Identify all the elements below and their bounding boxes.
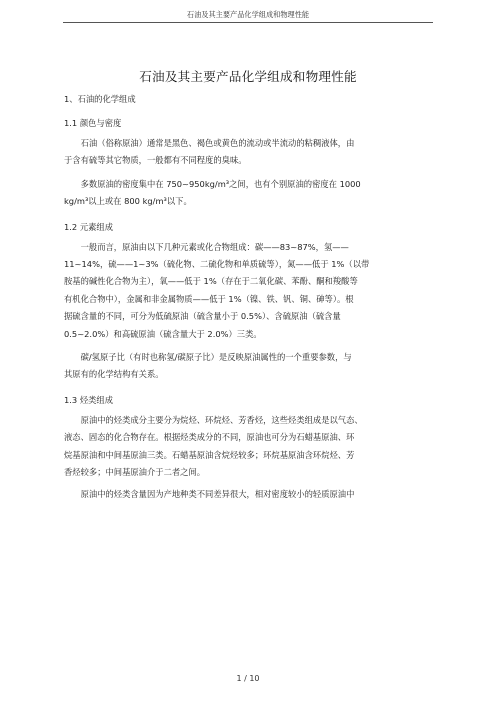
text-line: 于含有硫等其它物质，一般都有不同程度的臭味。 (64, 155, 247, 166)
text-line: 胺基的碱性化合物为主），氧——低于 1%（存在于二氧化碳、苯酚、酮和羧酸等 (64, 276, 358, 287)
running-header: 石油及其主要产品化学组成和物理性能 (186, 10, 310, 19)
text-line: 石油（俗称原油）通常是黑色、褐色或黄色的流动或半流动的粘稠液体，由 (80, 138, 355, 148)
heading-1-3: 1.3 烃类组成 (64, 394, 114, 405)
document-title: 石油及其主要产品化学组成和物理性能 (139, 69, 357, 84)
text-line: 香烃较多；中间基原油介于二者之间。 (64, 467, 206, 478)
text-line: 碳/氢原子比（有时也称氢/碳原子比）是反映原油属性的一个重要参数，与 (80, 352, 352, 363)
page-number: 1 / 10 (236, 674, 260, 683)
paragraph (64, 239, 434, 343)
heading-1-2: 1.2 元素组成 (64, 221, 114, 232)
header-divider (63, 22, 433, 23)
text-line: 多数原油的密度集中在 750~950kg/m³之间，也有个别原油的密度在 1000 (80, 178, 361, 189)
text-line: 原油中的烃类成分主要分为烷烃、环烷烃、芳香烃，这些烃类组成是以气态、 (80, 414, 363, 425)
paragraph (64, 135, 434, 170)
text-line: 液态、固态的化合物存在。根据烃类成分的不同，原油也可分为石蜡基原油、环 (64, 432, 355, 443)
text-line: 11~14%，硫——1~3%（硫化物、二硫化物和单质硫等），氮——低于 1%（以带 (64, 259, 370, 270)
document-body (64, 92, 434, 503)
text-line: 据硫含量的不同，可分为低硫原油（硫含量小于 0.5%）、含硫原油（硫含量 (64, 311, 341, 322)
text-line: 烷基原油和中间基原油三类。石蜡基原油含烷烃较多；环烷基原油含环烷烃、芳 (64, 449, 355, 460)
text-line: 有机化合物中），金属和非金属物质——低于 1%（镍、铁、钒、铜、砷等）。根 (64, 293, 354, 304)
text-line: 原油中的烃类含量因为产地种类不同差异很大，相对密度较小的轻质原油中 (80, 488, 355, 499)
paragraph (64, 349, 434, 384)
text-line: 0.5~2.0%）和高硫原油（硫含量大于 2.0%）三类。 (64, 328, 262, 339)
heading-1-1: 1.1 颜色与密度 (64, 118, 122, 128)
text-line: kg/m³以上或在 800 kg/m³以下。 (64, 196, 192, 207)
paragraph (64, 176, 434, 211)
text-line: 一般而言，原油由以下几种元素或化合物组成：碳——83~87%，氢—— (80, 241, 349, 252)
text-line: 其原有的化学结构有关系。 (64, 369, 164, 380)
heading-1: 1、石油的化学组成 (64, 94, 136, 104)
paragraph (64, 412, 434, 482)
paragraph (64, 486, 434, 503)
